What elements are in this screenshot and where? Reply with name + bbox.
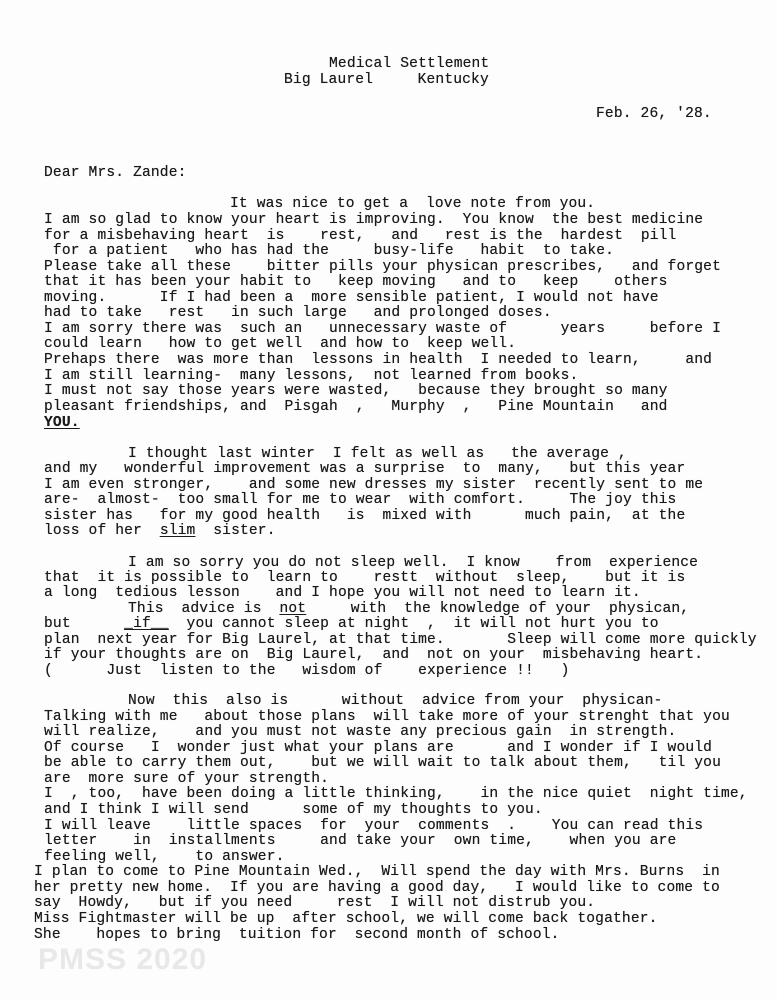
para3-line: a long tedious lesson and I hope you will not need to learn it. bbox=[44, 585, 641, 601]
para5-line: Miss Fightmaster will be up after school, we will come back togather. bbox=[34, 911, 658, 927]
para3-line: I am so sorry you do not sleep well. I know from experience bbox=[128, 555, 699, 571]
para1-line: I am still learning- many lessons, not learned from books. bbox=[44, 368, 579, 384]
para1-line: It was nice to get a love note from you. bbox=[230, 196, 596, 212]
para1-line: Please take all these bitter pills your physican prescribes, and forget bbox=[44, 259, 721, 275]
para1-last-line: YOU. bbox=[44, 415, 80, 431]
para4-line: be able to carry them out, but we will wait to talk about them, til you bbox=[44, 755, 721, 771]
para4-line: I , too, have been doing a little thinking, in the nice quiet night time, bbox=[44, 786, 748, 802]
para5-line: say Howdy, but if you need rest I will not distrub you. bbox=[34, 895, 596, 911]
para1-line: I must not say those years were wasted, because they brought so many bbox=[44, 383, 668, 399]
para4-line: and I think I will send some of my thoughts to you. bbox=[44, 802, 543, 818]
para1-line: pleasant friendships, and Pisgah , Murphy , Pine Mountain and bbox=[44, 399, 668, 415]
para1-line: I am so glad to know your heart is improving. You know the best medicine bbox=[44, 212, 704, 228]
para1-line: that it has been your habit to keep moving and to keep others bbox=[44, 274, 668, 290]
para4-line: will realize, and you must not waste any precious gain in strength. bbox=[44, 724, 677, 740]
para3-advice-post: with the knowledge of your physican, bbox=[306, 601, 690, 617]
para4-line: letter in installments and take your own time, when you are bbox=[44, 833, 677, 849]
para1-line: for a patient who has had the busy-life habit to take. bbox=[44, 243, 615, 259]
para2-last-line bbox=[44, 523, 276, 539]
underlined-word-slim: slim bbox=[159, 523, 196, 539]
para1-line: Prehaps there was more than lessons in health I needed to learn, and bbox=[44, 352, 713, 368]
letterhead-line-2: Big Laurel Kentucky bbox=[284, 72, 489, 88]
para2-line: are- almost- too small for me to wear with comfort. The joy this bbox=[44, 492, 677, 508]
para1-line: moving. If I had been a more sensible patient, I would not have bbox=[44, 290, 659, 306]
para4-line: Now this also is without advice from your physican- bbox=[128, 693, 663, 709]
para4-line: I will leave little spaces for your comments . You can read this bbox=[44, 818, 704, 834]
para1-line: could learn how to get well and how to keep well. bbox=[44, 336, 517, 352]
salutation: Dear Mrs. Zande: bbox=[44, 165, 187, 181]
para3-if-post: you cannot sleep at night , it will not hurt you to bbox=[168, 616, 659, 632]
para3-advice-pre: This advice is bbox=[128, 601, 280, 617]
para3-if-line bbox=[44, 616, 659, 632]
para3-if-pre: but bbox=[44, 616, 125, 632]
para2-line: I am even stronger, and some new dresses my sister recently sent to me bbox=[44, 477, 704, 493]
para5-line: her pretty new home. If you are having a good day, I would like to come to bbox=[34, 880, 720, 896]
para4-line: Talking with me about those plans will take more of your strenght that you bbox=[44, 709, 730, 725]
para1-line: I am sorry there was such an unnecessary waste of years before I bbox=[44, 321, 721, 337]
para1-line: had to take rest in such large and prolonged doses. bbox=[44, 305, 552, 321]
para2-line: sister has for my good health is mixed with much pain, at the bbox=[44, 508, 686, 524]
para2-line: I thought last winter I felt as well as the average , bbox=[128, 446, 627, 462]
para5-line: She hopes to bring tuition for second month of school. bbox=[34, 927, 560, 943]
para2-line: and my wonderful improvement was a surprise to many, but this year bbox=[44, 461, 686, 477]
para3-line: plan next year for Big Laurel, at that time. Sleep will come more quickly bbox=[44, 632, 757, 648]
para3-line: ( Just listen to the wisdom of experience !! ) bbox=[44, 663, 570, 679]
para5-line: I plan to come to Pine Mountain Wed., Will spend the day with Mrs. Burns in bbox=[34, 864, 720, 880]
para4-line: feeling well, to answer. bbox=[44, 849, 285, 865]
para4-line: are more sure of your strength. bbox=[44, 771, 330, 787]
para3-advice-line bbox=[128, 601, 689, 617]
para2-last-pre: loss of her bbox=[44, 523, 160, 539]
para3-line: if your thoughts are on Big Laurel, and not on your misbehaving heart. bbox=[44, 647, 704, 663]
underlined-word-if: _if__ bbox=[124, 616, 169, 632]
archive-watermark: PMSS 2020 bbox=[38, 943, 208, 976]
underlined-word-not: not bbox=[279, 601, 307, 617]
para2-last-post: sister. bbox=[195, 523, 276, 539]
letterhead-line-1: Medical Settlement bbox=[329, 56, 490, 72]
letter-date: Feb. 26, '28. bbox=[596, 106, 712, 122]
para4-line: Of course I wonder just what your plans are and I wonder if I would bbox=[44, 740, 713, 756]
para3-line: that it is possible to learn to restt without sleep, but it is bbox=[44, 570, 686, 586]
para1-line: for a misbehaving heart is rest, and rest is the hardest pill bbox=[44, 228, 677, 244]
